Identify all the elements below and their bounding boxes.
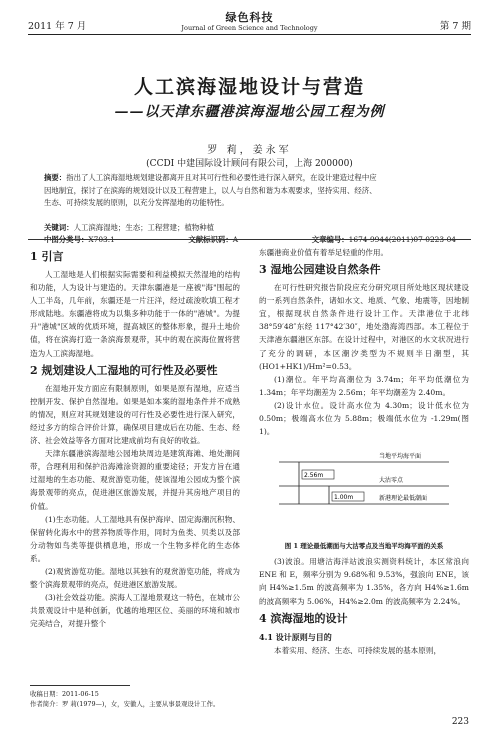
- paragraph: 东疆港商业价值有着举足轻重的作用。: [259, 248, 389, 257]
- doc-code-label: 文献标识码：: [188, 235, 233, 244]
- keywords-label: 关键词：: [44, 223, 74, 232]
- classification-line: [44, 234, 456, 246]
- clc-value: X703.1: [88, 235, 115, 244]
- paragraph: 在湿地开发方面应有限制原则，如果是原有湿地，应适当控制开发、保护自然湿地。如果是如本案的湿地条件并不成熟的情况，则应对其规划建设的可行性及必要性进行深入研究，经过多方的综合评价计算，确保项目建成后在功能、生态、经济、社会效益等各方面对比建成前均有良好的收益。: [30, 383, 240, 446]
- paragraph: 天津东疆港滨海湿地公园地块周边是建筑海滩、地处潮间带，合理利用和保护沿海滩涂资源的重要途径；开发方旨在通过湿地的生态功能、观赏游览功能，使该湿地公园成为整个滨海景观带的亮点，促进港区旅游发展，并提升其房地产项目的价值。: [30, 449, 240, 511]
- doc-code-field: [188, 234, 238, 246]
- footnote-divider: [30, 685, 130, 686]
- dagu-datum-label: 大沽零点: [379, 477, 404, 485]
- clc-field: [44, 234, 115, 246]
- figure-1-caption: 图 1 理论最低潮面与大沽零点及当地平均海平面的关系: [284, 542, 444, 551]
- abstract-line-1: [44, 172, 456, 185]
- lowest-tide-label: 新港理论最低潮面: [379, 495, 428, 503]
- abstract-label: 摘要：: [44, 173, 67, 182]
- abstract-text-1: 指出了人工滨海湿地规划建设都离开且对其可行性和必要性进行深入研究，在设计建造过程中应: [66, 173, 377, 182]
- paper-title: 人工滨海湿地设计与营造: [133, 76, 365, 98]
- paragraph: 本着实用、经济、生态、可持续发展的基本原则，: [274, 645, 442, 655]
- paragraph: (3)波浪。用塘沽海洋站波浪实测资料统计，本区常浪向 ENE 和 E，频率分别为 9.68%和 9.53%，强浪向 ENE，该向 H4%≥1.5m 的波高频率为 1.35%，各方向 H4%≥1.6m 的波高频率为 5.06%，H4%≥2.0m 的波高频率为 2.24%。: [259, 557, 469, 606]
- header-journal: [28, 12, 471, 32]
- paragraph: 在可行性研究报告阶段应充分研究项目所处地区现状建设的一系列自然条件，诸如水文、地质、气象、地震等，因地制宜，根据现状自然条件进行设计工作。天津港位于北纬 38°59′48″东经 117°42′30″，地处渤海湾西部。本工程位于天津港东疆港区东部。在设计过程中，对港区的水文状况进行了充分的调研，本区潮汐类型为不规则半日潮型，其(HO1+HK1)/Hm²=0.53。: [259, 283, 469, 371]
- abstract-block: [44, 172, 456, 210]
- paragraph: 人工湿地是人们根据实际需要和利益模拟天然湿地的结构和功能，人为设计与建造的。天津东疆港是一座被"海"围起的人工半岛，几年前，东疆还是一片汪洋，经过疏浚吹填工程才形成陆地。东疆港将成为以集多种功能于一体的"港城"。为提升"港城"区域的优质环境，提高城区的整体形象，提升土地价值，将在滨海打造一条滨海景观带，其中的观在滨海位置将营造为人工滨海湿地。: [30, 270, 240, 358]
- article-meta: [44, 222, 456, 246]
- keywords-line: [44, 222, 456, 234]
- article-number-field: [312, 234, 456, 246]
- figure-1: [259, 440, 469, 542]
- abstract-line-3: 生态、可持续发展的原则，以充分发挥湿地的功能特性。: [44, 198, 229, 207]
- section-1-heading: 1 引言: [30, 250, 64, 263]
- left-column: [30, 246, 240, 630]
- paper-subtitle: ——以天津东疆港滨海湿地公园工程为例: [114, 104, 385, 120]
- paragraph: (2)观赏游览功能。湿地以其独有的观赏游览功能，将成为整个滨海景观带的亮点，促进港区旅游发展。: [30, 566, 240, 590]
- keywords-text: 人工滨海湿地；生态；工程营建；植物种植: [73, 223, 215, 232]
- running-header: [28, 12, 471, 35]
- article-number-label: 文章编号：: [311, 235, 349, 244]
- received-date: 收稿日期：2011-06-15: [30, 690, 99, 698]
- value-label-2: 1.00m: [334, 494, 354, 502]
- author-bio: 作者简介：罗 莉(1979—)，女，安徽人，主要从事景观设计工作。: [30, 700, 220, 708]
- mean-sea-level-label: 当地平均海平面: [379, 453, 422, 461]
- paragraph: (2)设计水位。设计高水位为 4.30m；设计低水位为 0.50m；极端高水位为 5.88m；极端低水位为 -1.29m(图 1)。: [259, 400, 469, 437]
- header-date: 2011 年 7 月: [28, 21, 87, 32]
- author-names: 罗 莉，姜永军: [207, 145, 292, 156]
- abstract-line-2: 因地制宜，探讨了在滨海的规划设计以及工程营建上，以人与自然和谐为本观要求，坚持实用、经济、: [44, 185, 377, 195]
- paragraph: (1)潮位。年平均高潮位为 3.74m；年平均低潮位为 1.34m；年平均潮差为 2.56m；年平均潮差为 2.40m。: [259, 374, 469, 397]
- paragraph: (3)社会效益功能。滨海人工湿地景观这一特色，在城市公共景观设计中是种创新，优越的地理区位、美丽的环境和城市完美结合，对提升整个: [30, 593, 240, 629]
- clc-label: 中图分类号：: [44, 235, 89, 244]
- section-2-heading: 2 规划建设人工湿地的可行性及必要性: [30, 363, 218, 377]
- journal-name-en: Journal of Green Science and Technology: [181, 24, 318, 32]
- article-number-value: 1674-9944(2011)07-0223-04: [348, 235, 456, 244]
- paragraph: (1)生态功能。人工湿地具有保护海岸、固定海潮沉积物、保留转化海水中的营养物质等作用，同时为鱼类、贝类以及部分动物如鸟类等提供栖息地，形成一个生物多样化的生态体系。: [30, 514, 240, 563]
- section-3-heading: 3 湿地公园建设自然条件: [259, 263, 381, 277]
- right-column: [259, 246, 469, 657]
- header-divider: [28, 239, 471, 240]
- section-4-heading: 4 滨海湿地的设计: [259, 611, 348, 625]
- journal-name-cn: 绿色科技: [225, 11, 274, 24]
- tide-level-diagram: [259, 440, 469, 540]
- header-issue: 第 7 期: [439, 21, 471, 32]
- page-number: 223: [451, 717, 469, 727]
- subsection-4-1-heading: 4.1 设计原则与目的: [259, 631, 332, 642]
- footnote-block: [30, 689, 219, 709]
- author-affiliation: (CCDI 中建国际设计顾问有限公司，上海 200000): [146, 159, 353, 169]
- doc-code-value: A: [232, 235, 239, 244]
- value-label-1: 2.56m: [304, 472, 324, 480]
